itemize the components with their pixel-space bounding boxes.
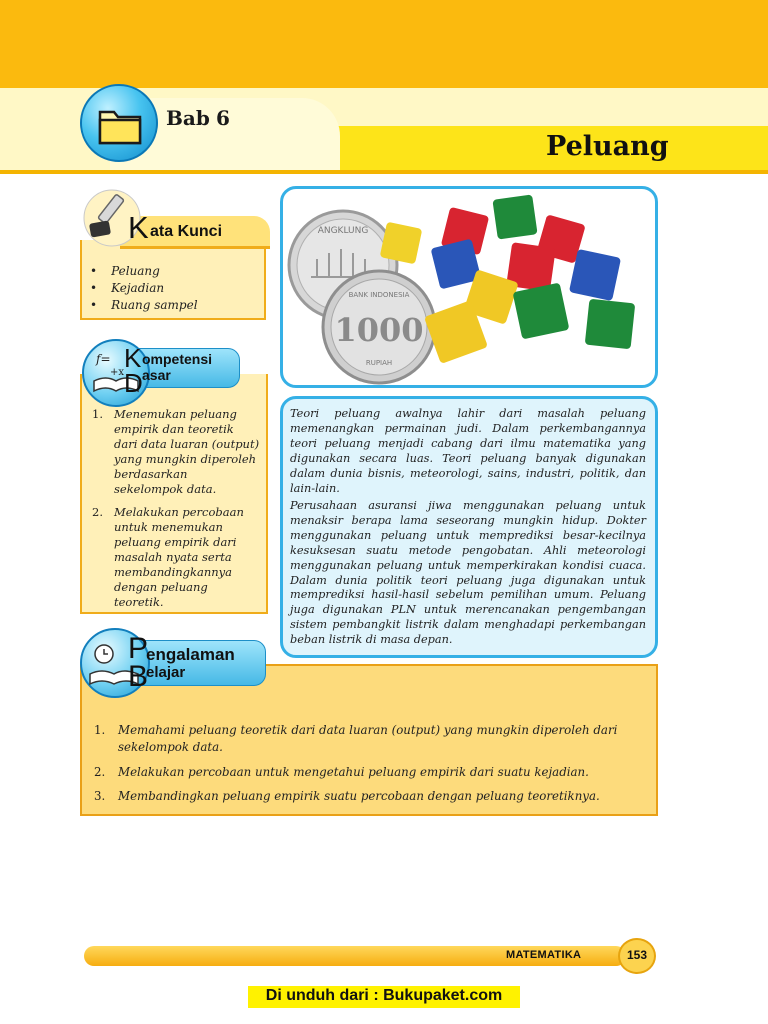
coin-currency: RUPIAH [365, 359, 393, 367]
learning-title-1: engalaman [146, 645, 235, 664]
keyword-item: • Ruang sampel [90, 298, 198, 312]
coin-value: 1000 [334, 311, 424, 349]
competency-title-1: ompetensi [142, 351, 213, 367]
competency-item: 2. Melakukan percobaan untuk menemukan peluang empirik dari masalah nyata serta membandingkannya dengan peluang teoretik. [92, 505, 244, 609]
footer-subject: MATEMATIKA [506, 949, 582, 961]
chapter-label: Bab [166, 106, 210, 130]
learning-item: 1. Memahami peluang teoretik dari data luaran (output) yang mungkin diperoleh dari sekelompok data. [94, 723, 618, 754]
learning-item: 3. Membandingkan peluang empirik suatu percobaan dengan peluang teoretiknya. [94, 789, 600, 803]
learning-item: 2. Melakukan percobaan untuk mengetahui peluang empirik dari suatu kejadian. [94, 765, 589, 779]
folder-icon [80, 84, 158, 162]
learning-initial-2: B [128, 660, 149, 693]
keyword-item: • Kejadian [90, 281, 165, 295]
download-note: Di unduh dari : Bukupaket.com [265, 987, 503, 1004]
competency-initial-2: D [124, 368, 143, 398]
learning-initial-1: P [128, 632, 149, 665]
page-title: Peluang [546, 131, 669, 162]
keyword-item: • Peluang [90, 264, 160, 278]
header-band [0, 0, 768, 88]
svg-text:+x: +x [110, 367, 125, 378]
header-divider [0, 170, 768, 174]
keywords-initial: K [128, 210, 149, 245]
competency-initial-1: K [124, 343, 142, 373]
intro-paragraph-1: Teori peluang awalnya lahir dari masalah peluang memenangkan permainan judi. Dalam perkembangannya teori peluang menjadi cabang dari ilmu matematika yang digunakan secara luas. Teori peluang banyak digunakan dalam dunia bisnis, meteorologi, sains, industri, politik, dan lain-lain. [290, 407, 646, 495]
competency-title-2: asar [142, 367, 171, 383]
keywords-title: ata Kunci [150, 223, 223, 240]
competency-item: 1. Menemukan peluang empirik dan teoretik dari data luaran (output) yang mungkin diperoleh berdasarkan sekelompok data. [92, 407, 260, 496]
intro-paragraph-2: Perusahaan asuransi jiwa menggunakan peluang untuk menaksir berapa lama seseorang mungkin hidup. Dokter menggunakan peluang untuk memprediksi besar-kecilnya kesuksesan suatu metode pengobatan. Ahli meteorologi menggunakan peluang untuk memperkirakan kondisi cuaca. Dalam dunia politik teori peluang juga digunakan untuk memprediksi hasil-hasil sebelum pemilihan umum. Peluang juga digunakan PLN untuk merencanakan pengembangan sistem pembangkit listrik dalam menghadapi perkembangan beban listrik di masa depan. [290, 499, 646, 647]
learning-title-2: elajar [146, 664, 186, 681]
coin-top-text: ANGKLUNG [317, 226, 369, 236]
coins-and-dice-photo [280, 186, 658, 388]
coin-bank-text: BANK INDONESIA [348, 291, 410, 299]
page-number: 153 [626, 948, 648, 962]
svg-text:f=: f= [96, 352, 111, 366]
chapter-number: 6 [216, 106, 230, 130]
